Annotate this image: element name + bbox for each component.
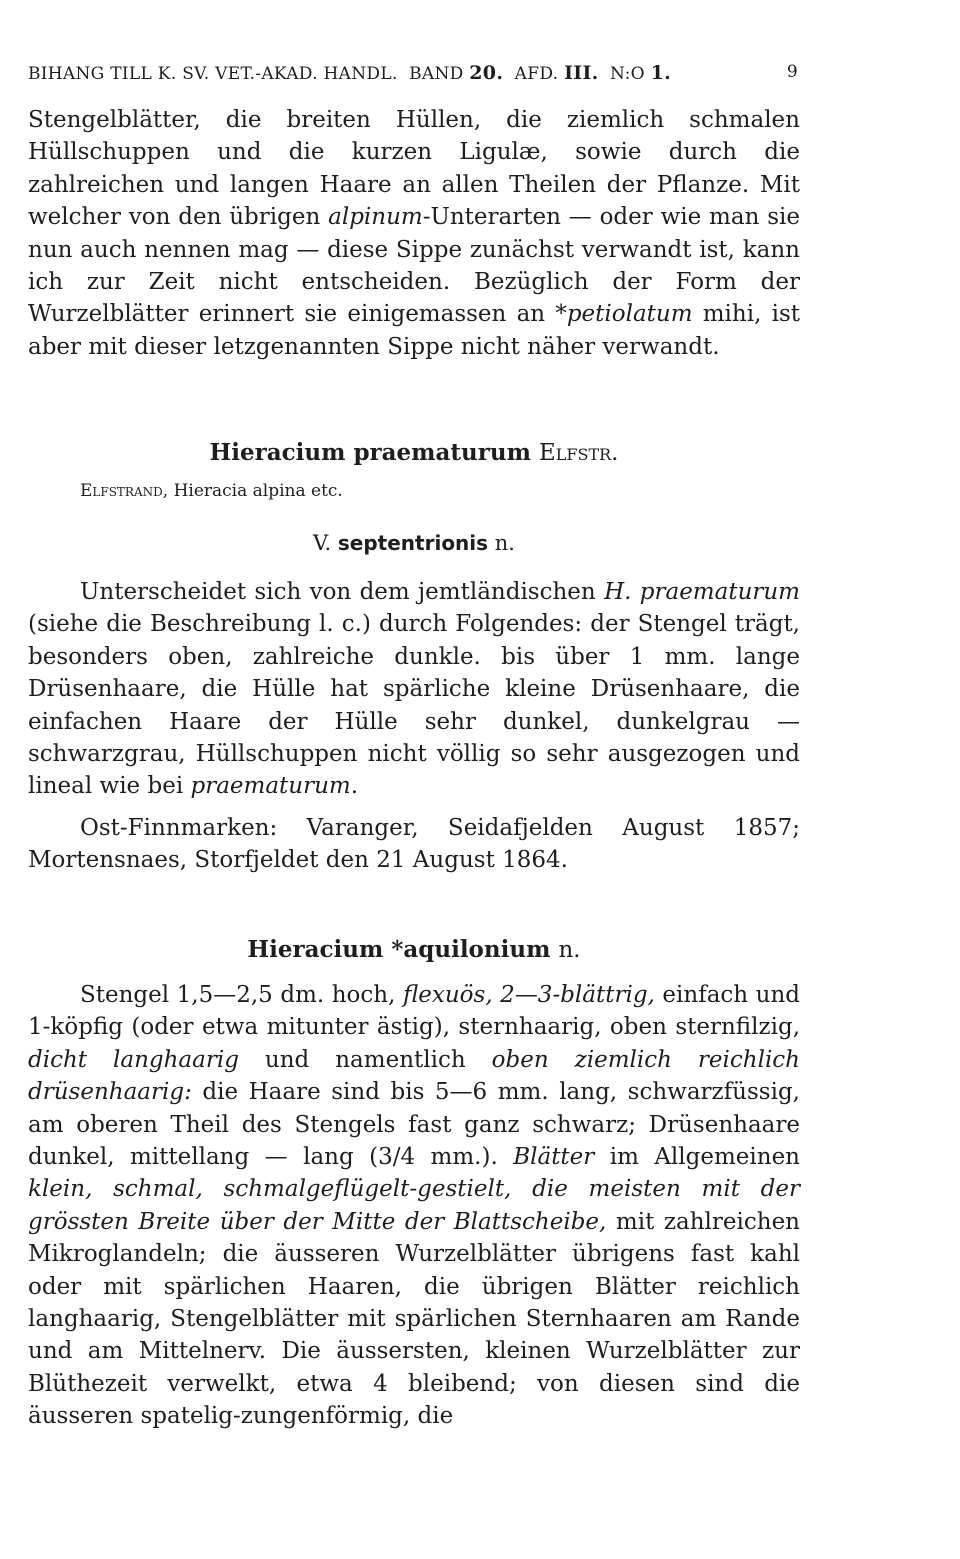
paragraph-localities bbox=[28, 812, 800, 877]
text-run: -Unterarten — oder wie man sie nun auch nennen mag — diese Sippe zunächst verwandt ist, kann ich zur Zeit nicht entscheiden. Bezüglich der Form der Wurzelblätter erinnert sie einigemassen an bbox=[28, 204, 800, 328]
species-author: Elfstr. bbox=[538, 440, 619, 466]
locality-text: Ost-Finnmarken: Varanger, Seidafjelden August 1857; Mortensnaes, Storfjeldet den 21 August 1864. bbox=[28, 815, 800, 874]
text-run: mm.). bbox=[415, 1144, 514, 1171]
text-run: die Haare sind bis 5—6 mm. lang, schwarzfüssig, am oberen Theil des Stengels fast ganz schwarz; Drüsenhaare dunkel, mittellang — lang ( bbox=[28, 1079, 800, 1171]
afd-number: III. bbox=[564, 62, 599, 84]
text-run: mit zahlreichen Mikroglandeln; die äusseren Wurzelblätter übrigens fast kahl oder mit spärlichen Haaren, die übrigen Blätter reichlich langhaarig, Stengelblätter mit spärlichen Sternhaaren am Rande und am Mittelnerv. Die äussersten, kleinen Wurzelblätter zur Blüthezeit verwelkt, etwa 4 bleibend; von diesen sind die äusseren spatelig-zungenförmig, die bbox=[28, 1208, 800, 1430]
text-run: einfach und 1-köpfig (oder etwa mitunter ästig), sternhaarig, oben sternfilzig, bbox=[28, 982, 800, 1041]
section-aquilonium bbox=[28, 934, 800, 966]
text-run: Stengelblätter, die breiten Hüllen, die ziemlich schmalen Hüllschuppen und die kurzen Ligulæ, sowie durch die zahlreichen und langen Haare an allen Theilen der Pflanze. Mit welcher von den übrigen bbox=[28, 107, 800, 231]
no-label: N:O bbox=[610, 64, 645, 84]
italic-term: Blätter bbox=[513, 1144, 595, 1171]
variety-heading bbox=[28, 529, 800, 557]
italic-term: flexuös, 2—3-blättrig, bbox=[402, 982, 655, 1008]
band-number: 20. bbox=[469, 62, 504, 84]
page-number: 9 bbox=[786, 62, 798, 82]
paragraph-aquilonium-description bbox=[28, 979, 800, 1433]
italic-term: praematurum bbox=[190, 773, 351, 800]
italic-term: alpinum bbox=[328, 204, 423, 231]
no-number: 1. bbox=[650, 62, 671, 84]
italic-term: klein, schmal, schmalgeflügelt-gestielt, die meisten mit der grössten Breite über der Mitte der Blattscheibe, bbox=[28, 1176, 800, 1235]
variety-name: septentrionis bbox=[337, 531, 489, 555]
italic-term: *petiolatum bbox=[555, 301, 693, 328]
paragraph-text bbox=[28, 104, 800, 363]
fraction: 3/4 bbox=[378, 1144, 416, 1171]
running-header bbox=[28, 62, 800, 84]
band-label: BAND bbox=[409, 64, 464, 84]
paragraph-continuation bbox=[28, 104, 800, 363]
italic-term: dicht langhaarig bbox=[28, 1046, 239, 1073]
text-run: . bbox=[350, 773, 359, 800]
species-heading bbox=[28, 437, 800, 469]
paragraph-text bbox=[28, 979, 800, 1433]
reference-line bbox=[80, 479, 800, 503]
text-run: mihi, ist aber mit dieser letzgenannten Sippe nicht näher verwandt. bbox=[28, 301, 801, 360]
italic-term: H. praematurum bbox=[604, 579, 800, 605]
italic-term: oben ziemlich reichlich drüsenhaarig: bbox=[28, 1046, 800, 1106]
species-name: Hieracium *aquilonium bbox=[247, 936, 551, 963]
text-run: Unterscheidet sich von dem jemtländischen bbox=[80, 579, 605, 605]
variety-prefix: V. bbox=[313, 531, 332, 555]
text-run: im Allgemeinen bbox=[594, 1144, 800, 1171]
text-run: Stengel 1,5—2,5 dm. hoch, bbox=[80, 982, 403, 1008]
afd-label: AFD. bbox=[514, 64, 559, 84]
reference-text: Hieracia alpina etc. bbox=[173, 481, 343, 501]
journal-title: BIHANG TILL K. SV. VET.-AKAD. HANDL. bbox=[28, 64, 398, 84]
species-heading bbox=[28, 934, 800, 966]
text-run: (siehe die Beschreibung l. c.) durch Folgendes: der Stengel trägt, besonders oben, zahlreiche dunkle. bis über 1 mm. lange Drüsenhaare, die Hülle hat spärliche kleine Drüsenhaare, die einfachen Haare der Hülle sehr dunkel, dunkelgrau — schwarzgrau, Hüllschuppen nicht völlig so sehr ausgezogen und lineal wie bei bbox=[28, 611, 800, 800]
text-run: und namentlich bbox=[238, 1046, 492, 1073]
species-name: Hieracium praematurum bbox=[209, 439, 531, 466]
paragraph-text bbox=[28, 576, 800, 803]
species-suffix: n. bbox=[558, 937, 581, 963]
reference-author: Elfstrand, bbox=[80, 481, 169, 501]
variety-suffix: n. bbox=[494, 531, 515, 555]
paragraph-variety-description bbox=[28, 576, 800, 803]
section-praematurum bbox=[28, 437, 800, 557]
